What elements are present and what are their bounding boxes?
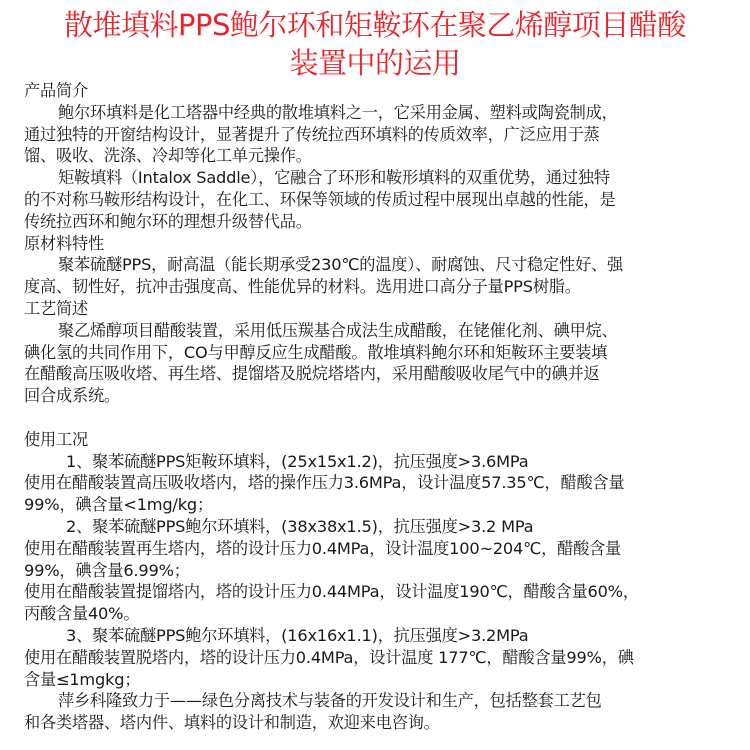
usage-item-heading: 1、聚苯硫醚PPS矩鞍环填料，(25x15x1.2)，抗压强度>3.6MPa — [66, 451, 529, 471]
document-title — [0, 6, 750, 82]
paragraph-line: 通过独特的开窗结构设计，显著提升了传统拉西环填料的传质效率，广泛应用于蒸 — [24, 124, 600, 144]
usage-item-heading: 2、聚苯硫醚PPS鲍尔环填料，(38x38x1.5)，抗压强度>3.2 MPa — [66, 516, 534, 536]
paragraph-line: 使用在醋酸装置再生塔内，塔的设计压力0.4MPa，设计温度100~204℃，醋酸含量 — [24, 538, 622, 558]
section-heading-process: 工艺简述 — [24, 298, 88, 318]
spacer — [24, 407, 736, 429]
paragraph-line: 聚苯硫醚PPS，耐高温（能长期承受230℃的温度）、耐腐蚀、尺寸稳定性好、强 — [58, 255, 623, 275]
paragraph-line: 矩鞍填料（Intalox Saddle），它融合了环形和鞍形填料的双重优势，通过独特 — [58, 168, 610, 188]
document-body — [24, 80, 736, 734]
paragraph-line: 丙酸含量40%。 — [24, 604, 140, 624]
paragraph-line: 的不对称马鞍形结构设计，在化工、环保等领域的传质过程中展现出卓越的性能，是 — [24, 189, 616, 209]
paragraph-line: 聚乙烯醇项目醋酸装置，采用低压羰基合成法生成醋酸，在铑催化剂、碘甲烷、 — [58, 320, 618, 340]
section-heading-intro: 产品简介 — [24, 81, 88, 100]
paragraph-line: 度高、韧性好，抗冲击强度高、性能优异的材料。选用进口高分子量PPS树脂。 — [24, 277, 581, 297]
paragraph-line: 使用在醋酸装置脱塔内，塔的设计压力0.4MPa，设计温度 177℃，醋酸含量99%，碘 — [24, 647, 634, 667]
paragraph-line: 使用在醋酸装置高压吸收塔内，塔的操作压力3.6MPa，设计温度57.35℃，醋酸含量 — [24, 473, 625, 493]
section-heading-usage: 使用工况 — [24, 429, 88, 449]
closing-paragraph-line: 和各类塔器、塔内件、填料的设计和制造，欢迎来电咨询。 — [24, 713, 440, 733]
closing-paragraph-line: 萍乡科隆致力于——绿色分离技术与装备的开发设计和生产，包括整套工艺包 — [58, 691, 602, 711]
paragraph-line: 馏、吸收、洗涤、冷却等化工单元操作。 — [24, 146, 312, 166]
paragraph-line: 使用在醋酸装置提馏塔内，塔的设计压力0.44MPa，设计温度190℃，醋酸含量60%， — [24, 582, 639, 602]
paragraph-line: 回合成系统。 — [24, 386, 120, 406]
title-line-2: 装置中的运用 — [289, 46, 461, 80]
section-heading-material: 原材料特性 — [24, 233, 104, 253]
paragraph-line: 99%，碘含量<1mg/kg； — [24, 495, 213, 515]
paragraph-line: 传统拉西环和鲍尔环的理想升级替代品。 — [24, 211, 312, 231]
paragraph-line: 碘化氢的共同作用下，CO与甲醇反应生成醋酸。散堆填料鲍尔环和矩鞍环主要装填 — [24, 342, 608, 362]
usage-item-heading: 3、聚苯硫醚PPS鲍尔环填料，(16x16x1.1)，抗压强度>3.2MPa — [66, 625, 529, 645]
paragraph-line: 99%，碘含量6.99%； — [24, 560, 190, 580]
paragraph-line: 在醋酸高压吸收塔、再生塔、提馏塔及脱烷塔塔内，采用醋酸吸收尾气中的碘并返 — [24, 364, 600, 384]
title-line-1: 散堆填料PPS鲍尔环和矩鞍环在聚乙烯醇项目醋酸 — [64, 8, 686, 42]
paragraph-line: 鲍尔环填料是化工塔器中经典的散堆填料之一，它采用金属、塑料或陶瓷制成， — [58, 102, 618, 122]
paragraph-line: 含量≤1mgkg； — [24, 669, 141, 689]
